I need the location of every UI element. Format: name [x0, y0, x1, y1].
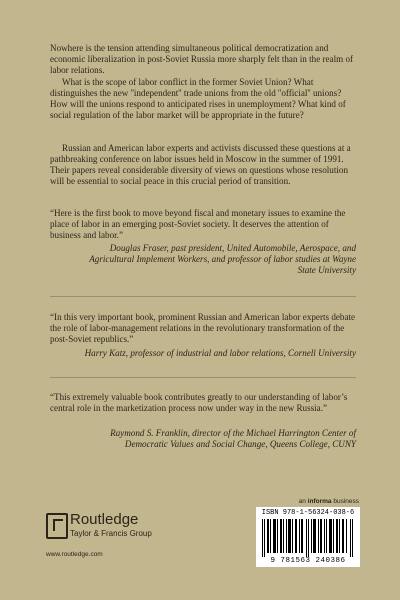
- divider-1: [50, 296, 356, 297]
- isbn-label: ISBN 978-1-56324-038-6: [261, 509, 355, 517]
- informa-business-label: [289, 498, 359, 505]
- publisher-url: www.routledge.com: [46, 551, 103, 558]
- review-quote-3: “This extremely valuable book contributes greatly to our understanding of labor’s central role in the marketization process now under way in the new Russia.”: [50, 392, 348, 413]
- intro-paragraph-2: What is the scope of labor conflict in the former Soviet Union? What distinguishes the new ''independent'' trade unions from the old ''official'' unions? How will the unions respond to anticipated rises in unemployment? What kind of social regulation of the labor market will be appropriate in the future?: [50, 77, 346, 120]
- routledge-logo-icon: [46, 513, 68, 539]
- barcode: [256, 507, 360, 567]
- review-quote-2: “In this very important book, prominent Russian and American labor experts debate the role of labor-management relations in the revolutionary transformation of the post-Soviet republics.”: [50, 312, 356, 344]
- intro-paragraph-3: Russian and American labor experts and activists discussed these questions at a pathbreaking conference on labor issues held in Moscow in the summer of 1991. Their papers reveal considerable diversity of views on questions whose resolution will be essential to social peace in this crucial period of transition.: [50, 143, 351, 186]
- intro-paragraph-1: Nowhere is the tension attending simultaneous political democratization and economic liberalization in post-Soviet Russia more sharply felt than in the realm of labor relations.: [50, 43, 354, 75]
- publisher-name: Routledge: [70, 511, 139, 528]
- barcode-bars-icon: [262, 519, 354, 557]
- review-quote-1: “Here is the first book to move beyond fiscal and monetary issues to examine the place of labor in an emerging post-Soviet society. It deserves the attention of business and labor.”: [50, 208, 346, 240]
- review-attribution-3: Raymond S. Franklin, director of the Michael Harrington Center of Democratic Values and Social Change, Queens College, CUNY: [110, 428, 356, 449]
- barcode-digits: 9 781563 240386: [270, 557, 346, 565]
- review-attribution-2: Harry Katz, professor of industrial and labor relations, Cornell University: [84, 348, 356, 358]
- publisher-subtitle: Taylor & Francis Group: [70, 529, 152, 538]
- informa-prefix: an: [298, 498, 308, 505]
- informa-brand: informa: [307, 498, 332, 505]
- divider-2: [50, 377, 356, 378]
- review-attribution-1: Douglas Fraser, past president, United Automobile, Aerospace, and Agricultural Implement Workers, and professor of labor studies at Wayne State University: [89, 243, 356, 275]
- informa-suffix: business: [331, 498, 359, 505]
